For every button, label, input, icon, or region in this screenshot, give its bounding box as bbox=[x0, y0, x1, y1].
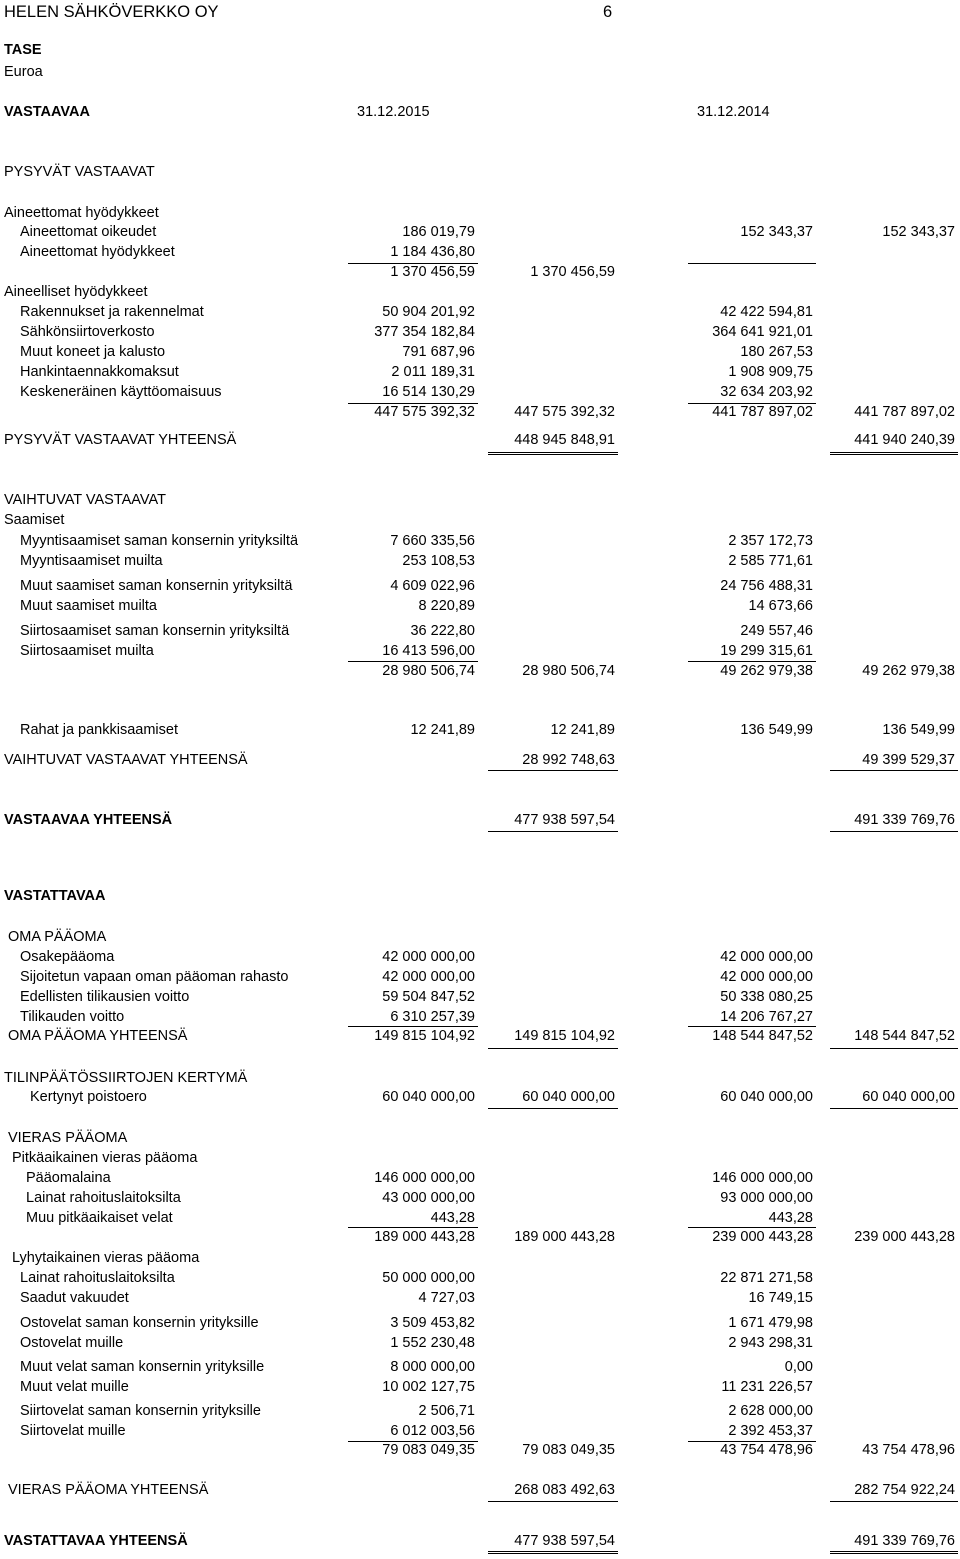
amount-col-4: 49 399 529,37 bbox=[862, 752, 955, 768]
amount-col-1: 6 310 257,39 bbox=[390, 1009, 475, 1025]
underline bbox=[830, 1108, 958, 1109]
amount-col-3: 42 000 000,00 bbox=[720, 969, 813, 985]
amount-col-1: 50 000 000,00 bbox=[382, 1270, 475, 1286]
amount-col-3: 1 671 479,98 bbox=[728, 1315, 813, 1331]
amount-col-1: 146 000 000,00 bbox=[374, 1170, 475, 1186]
amount-col-3: 0,00 bbox=[784, 1359, 813, 1375]
amount-col-4: 43 754 478,96 bbox=[862, 1442, 955, 1458]
row-label: Siirtosaamiset muilta bbox=[20, 643, 154, 659]
amount-col-4: 49 262 979,38 bbox=[862, 663, 955, 679]
underline bbox=[488, 831, 618, 832]
amount-col-3: 22 871 271,58 bbox=[720, 1270, 813, 1286]
amount-col-4: 491 339 769,76 bbox=[854, 812, 955, 828]
amount-col-3: 42 422 594,81 bbox=[720, 304, 813, 320]
amount-col-2: 448 945 848,91 bbox=[514, 432, 615, 448]
section-title: PYSYVÄT VASTAAVAT bbox=[4, 164, 155, 180]
total-label: VASTATTAVAA YHTEENSÄ bbox=[4, 1533, 188, 1549]
amount-col-3: 2 943 298,31 bbox=[728, 1335, 813, 1351]
row-label: Myyntisaamiset saman konsernin yrityksiltä bbox=[20, 533, 299, 549]
amount-col-3: 443,28 bbox=[768, 1210, 813, 1226]
row-label: Siirtovelat saman konsernin yrityksille bbox=[20, 1403, 261, 1419]
amount-col-2: 28 980 506,74 bbox=[522, 663, 615, 679]
amount-col-1: 1 552 230,48 bbox=[390, 1335, 475, 1351]
amount-col-1: 2 506,71 bbox=[418, 1403, 475, 1419]
underline bbox=[830, 831, 958, 832]
amount-col-3: 441 787 897,02 bbox=[712, 404, 813, 420]
amount-col-1: 3 509 453,82 bbox=[390, 1315, 475, 1331]
currency-label: Euroa bbox=[4, 64, 43, 80]
amount-col-1: 149 815 104,92 bbox=[374, 1028, 475, 1044]
amount-col-4: 282 754 922,24 bbox=[854, 1482, 955, 1498]
amount-col-2: 28 992 748,63 bbox=[522, 752, 615, 768]
total-label: VASTAAVAA YHTEENSÄ bbox=[4, 812, 173, 828]
amount-col-3: 50 338 080,25 bbox=[720, 989, 813, 1005]
amount-col-1: 42 000 000,00 bbox=[382, 949, 475, 965]
amount-col-3: 60 040 000,00 bbox=[720, 1089, 813, 1105]
amount-col-2: 12 241,89 bbox=[550, 722, 615, 738]
amount-col-1: 16 413 596,00 bbox=[382, 643, 475, 659]
double-underline bbox=[830, 1551, 958, 1554]
row-label: Siirtosaamiset saman konsernin yrityksiltä bbox=[20, 623, 290, 639]
group-title: Aineelliset hyödykkeet bbox=[4, 284, 148, 300]
underline bbox=[488, 1501, 618, 1502]
row-label: Saadut vakuudet bbox=[20, 1290, 129, 1306]
amount-col-1: 43 000 000,00 bbox=[382, 1190, 475, 1206]
amount-col-3: 16 749,15 bbox=[748, 1290, 813, 1306]
amount-col-4: 152 343,37 bbox=[882, 224, 955, 240]
amount-col-3: 14 206 767,27 bbox=[720, 1009, 813, 1025]
group-title: Lyhytaikainen vieras pääoma bbox=[12, 1250, 200, 1266]
group-title: Saamiset bbox=[4, 512, 65, 528]
amount-col-3: 239 000 443,28 bbox=[712, 1229, 813, 1245]
row-label: Myyntisaamiset muilta bbox=[20, 553, 163, 569]
row-label: Hankintaennakkomaksut bbox=[20, 364, 179, 380]
amount-col-1: 443,28 bbox=[430, 1210, 475, 1226]
amount-col-1: 4 609 022,96 bbox=[390, 578, 475, 594]
statement-title: TASE bbox=[4, 42, 42, 58]
amount-col-1: 4 727,03 bbox=[418, 1290, 475, 1306]
row-label: Keskeneräinen käyttöomaisuus bbox=[20, 384, 222, 400]
amount-col-3: 364 641 921,01 bbox=[712, 324, 813, 340]
amount-col-1: 189 000 443,28 bbox=[374, 1229, 475, 1245]
amount-col-4: 441 940 240,39 bbox=[854, 432, 955, 448]
amount-col-1: 186 019,79 bbox=[402, 224, 475, 240]
amount-col-2: 60 040 000,00 bbox=[522, 1089, 615, 1105]
amount-col-4: 148 544 847,52 bbox=[854, 1028, 955, 1044]
amount-col-3: 146 000 000,00 bbox=[712, 1170, 813, 1186]
amount-col-3: 1 908 909,75 bbox=[728, 364, 813, 380]
column-header-2014: 31.12.2014 bbox=[697, 104, 770, 120]
amount-col-3: 42 000 000,00 bbox=[720, 949, 813, 965]
row-label: Tilikauden voitto bbox=[20, 1009, 125, 1025]
amount-col-2: 79 083 049,35 bbox=[522, 1442, 615, 1458]
amount-col-3: 148 544 847,52 bbox=[712, 1028, 813, 1044]
row-label: Muut saamiset saman konsernin yrityksiltä bbox=[20, 578, 293, 594]
amount-col-3: 93 000 000,00 bbox=[720, 1190, 813, 1206]
amount-col-1: 253 108,53 bbox=[402, 553, 475, 569]
amount-col-3: 2 392 453,37 bbox=[728, 1423, 813, 1439]
row-label: Muut velat saman konsernin yrityksille bbox=[20, 1359, 265, 1375]
underline bbox=[488, 1048, 618, 1049]
amount-col-3: 136 549,99 bbox=[740, 722, 813, 738]
section-title: VIERAS PÄÄOMA bbox=[8, 1130, 128, 1146]
row-label: VAIHTUVAT VASTAAVAT YHTEENSÄ bbox=[4, 752, 248, 768]
amount-col-1: 16 514 130,29 bbox=[382, 384, 475, 400]
liabilities-heading: VASTATTAVAA bbox=[4, 888, 106, 904]
row-label: VIERAS PÄÄOMA YHTEENSÄ bbox=[8, 1482, 209, 1498]
row-label: Rahat ja pankkisaamiset bbox=[20, 722, 178, 738]
row-label: Rakennukset ja rakennelmat bbox=[20, 304, 204, 320]
row-label: Osakepääoma bbox=[20, 949, 115, 965]
amount-col-4: 60 040 000,00 bbox=[862, 1089, 955, 1105]
row-label: OMA PÄÄOMA YHTEENSÄ bbox=[8, 1028, 188, 1044]
amount-col-1: 42 000 000,00 bbox=[382, 969, 475, 985]
amount-col-4: 441 787 897,02 bbox=[854, 404, 955, 420]
amount-col-3: 11 231 226,57 bbox=[721, 1379, 813, 1395]
amount-col-3: 43 754 478,96 bbox=[720, 1442, 813, 1458]
row-label: Ostovelat muille bbox=[20, 1335, 124, 1351]
row-label: Muut saamiset muilta bbox=[20, 598, 157, 614]
amount-col-1: 2 011 189,31 bbox=[391, 364, 475, 380]
amount-col-1: 377 354 182,84 bbox=[374, 324, 475, 340]
amount-col-1: 50 904 201,92 bbox=[382, 304, 475, 320]
amount-col-3: 2 585 771,61 bbox=[728, 553, 813, 569]
row-label: Muu pitkäaikaiset velat bbox=[26, 1210, 173, 1226]
row-label: Kertynyt poistoero bbox=[30, 1089, 147, 1105]
double-underline bbox=[830, 452, 958, 455]
amount-col-2: 268 083 492,63 bbox=[514, 1482, 615, 1498]
row-label: Sijoitetun vapaan oman pääoman rahasto bbox=[20, 969, 289, 985]
section-title: TILINPÄÄTÖSSIIRTOJEN KERTYMÄ bbox=[4, 1070, 248, 1086]
amount-col-1: 28 980 506,74 bbox=[382, 663, 475, 679]
amount-col-1: 7 660 335,56 bbox=[390, 533, 475, 549]
amount-col-1: 791 687,96 bbox=[402, 344, 475, 360]
amount-col-3: 32 634 203,92 bbox=[720, 384, 813, 400]
column-header-2015: 31.12.2015 bbox=[357, 104, 430, 120]
amount-col-3: 2 628 000,00 bbox=[728, 1403, 813, 1419]
section-title: OMA PÄÄOMA bbox=[8, 929, 107, 945]
double-underline bbox=[488, 1551, 618, 1554]
amount-col-3: 24 756 488,31 bbox=[720, 578, 813, 594]
page-number: 6 bbox=[603, 3, 613, 21]
row-label: Sähkönsiirtoverkosto bbox=[20, 324, 155, 340]
amount-col-2: 477 938 597,54 bbox=[514, 1533, 615, 1549]
amount-col-1: 59 504 847,52 bbox=[382, 989, 475, 1005]
amount-col-1: 79 083 049,35 bbox=[382, 1442, 475, 1458]
double-underline bbox=[488, 452, 618, 455]
amount-col-3: 152 343,37 bbox=[740, 224, 813, 240]
amount-col-2: 1 370 456,59 bbox=[530, 264, 615, 280]
group-title: Aineettomat hyödykkeet bbox=[4, 205, 159, 221]
row-label: PYSYVÄT VASTAAVAT YHTEENSÄ bbox=[4, 432, 237, 448]
amount-col-3: 49 262 979,38 bbox=[720, 663, 813, 679]
group-title: Pitkäaikainen vieras pääoma bbox=[12, 1150, 198, 1166]
row-label: Siirtovelat muille bbox=[20, 1423, 126, 1439]
amount-col-2: 189 000 443,28 bbox=[514, 1229, 615, 1245]
underline bbox=[488, 770, 618, 771]
amount-col-1: 6 012 003,56 bbox=[390, 1423, 475, 1439]
amount-col-1: 447 575 392,32 bbox=[374, 404, 475, 420]
amount-col-1: 8 000 000,00 bbox=[390, 1359, 475, 1375]
amount-col-4: 136 549,99 bbox=[882, 722, 955, 738]
amount-col-1: 12 241,89 bbox=[410, 722, 475, 738]
amount-col-1: 60 040 000,00 bbox=[382, 1089, 475, 1105]
amount-col-1: 10 002 127,75 bbox=[382, 1379, 475, 1395]
amount-col-3: 19 299 315,61 bbox=[720, 643, 813, 659]
row-label: Aineettomat oikeudet bbox=[20, 224, 157, 240]
underline bbox=[830, 770, 958, 771]
row-label: Lainat rahoituslaitoksilta bbox=[20, 1270, 175, 1286]
section-title: VAIHTUVAT VASTAAVAT bbox=[4, 492, 166, 508]
company-name: HELEN SÄHKÖVERKKO OY bbox=[4, 3, 219, 21]
row-label: Edellisten tilikausien voitto bbox=[20, 989, 190, 1005]
underline bbox=[488, 1108, 618, 1109]
amount-col-3: 14 673,66 bbox=[748, 598, 813, 614]
assets-heading: VASTAAVAA bbox=[4, 104, 90, 120]
row-label: Muut velat muille bbox=[20, 1379, 129, 1395]
row-label: Ostovelat saman konsernin yrityksille bbox=[20, 1315, 259, 1331]
amount-col-4: 239 000 443,28 bbox=[854, 1229, 955, 1245]
underline bbox=[830, 1048, 958, 1049]
amount-col-4: 491 339 769,76 bbox=[854, 1533, 955, 1549]
amount-col-2: 477 938 597,54 bbox=[514, 812, 615, 828]
row-label: Muut koneet ja kalusto bbox=[20, 344, 166, 360]
amount-col-3: 2 357 172,73 bbox=[728, 533, 813, 549]
amount-col-2: 149 815 104,92 bbox=[514, 1028, 615, 1044]
amount-col-3: 180 267,53 bbox=[740, 344, 813, 360]
underline bbox=[830, 1501, 958, 1502]
row-label: Pääomalaina bbox=[26, 1170, 111, 1186]
row-label: Lainat rahoituslaitoksilta bbox=[26, 1190, 181, 1206]
amount-col-1: 8 220,89 bbox=[418, 598, 475, 614]
underline bbox=[688, 263, 816, 264]
amount-col-1: 36 222,80 bbox=[410, 623, 475, 639]
amount-col-2: 447 575 392,32 bbox=[514, 404, 615, 420]
amount-col-1: 1 370 456,59 bbox=[390, 264, 475, 280]
amount-col-3: 249 557,46 bbox=[740, 623, 813, 639]
row-label: Aineettomat hyödykkeet bbox=[20, 244, 175, 260]
amount-col-1: 1 184 436,80 bbox=[390, 244, 475, 260]
